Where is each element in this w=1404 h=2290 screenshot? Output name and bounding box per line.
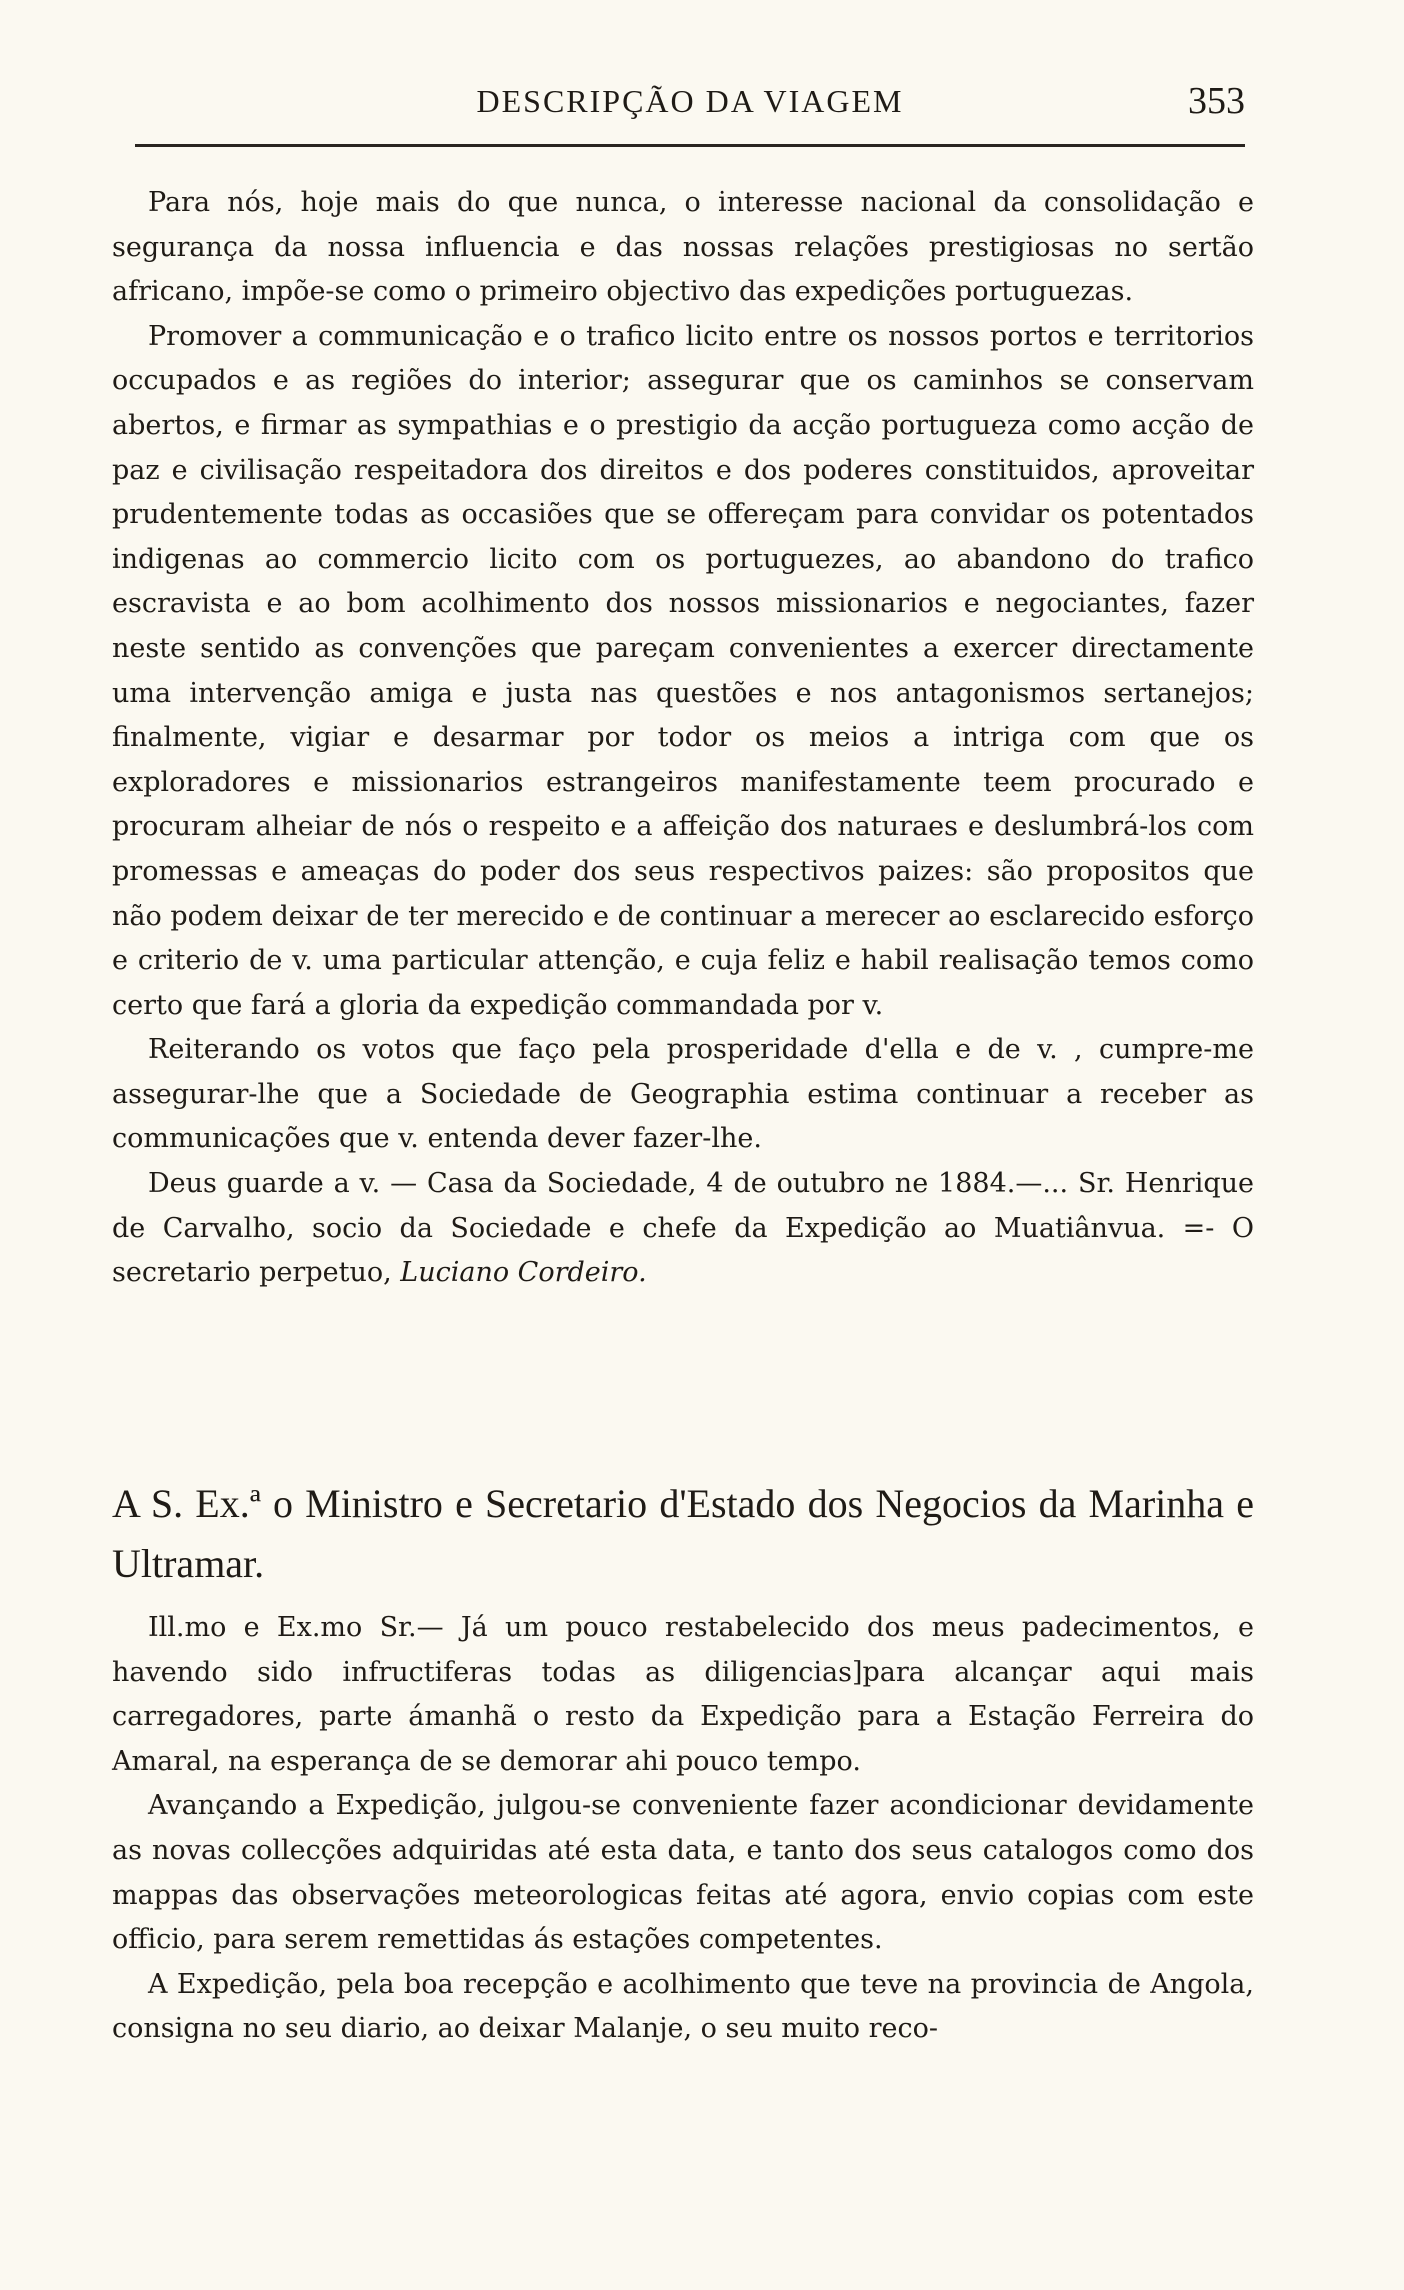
letter-body-2 <box>112 1606 1254 2052</box>
signature-name: Luciano Cordeiro. <box>400 1257 647 1289</box>
page-header <box>135 80 1245 122</box>
running-title: DESCRIPÇÃO DA VIAGEM <box>476 83 904 119</box>
paragraph: Promover a communicação e o trafico licito entre os nossos portos e territorios occupados e as regiões do interior; assegurar que os caminhos se conservam abertos, e firmar as sympathias e o prestigio da acção portugueza como acção de paz e civilisação respeitadora dos direitos e dos poderes constituidos, aproveitar prudentemente todas as occasiões que se offereçam para convidar os potentados indigenas ao commercio licito com os portuguezes, ao abandono do trafico escravista e ao bom acolhimento dos nossos missionarios e negociantes, fazer neste sentido as convenções que pareçam convenientes a exercer directamente uma intervenção amiga e justa nas questões e nos antagonismos sertanejos; finalmente, vigiar e desarmar por todor os meios a intriga com que os exploradores e missionarios estrangeiros manifestamente teem procurado e procuram alheiar de nós o respeito e a affeição dos naturaes e deslumbrá-los com promessas e ameaças do poder dos seus respectivos paizes: são propositos que não podem deixar de ter merecido e de continuar a merecer ao esclarecido esforço e criterio de v. uma particular attenção, e cuja feliz e habil realisação temos como certo que fará a gloria da expedição commandada por v. <box>112 320 1254 1021</box>
closing-paragraph <box>112 1162 1254 1296</box>
header-rule <box>135 144 1245 147</box>
letter-body-1 <box>112 181 1254 1296</box>
paragraph: Reiterando os votos que faço pela prosperidade d'ella e de v. , cumpre-me assegurar-lhe que a Sociedade de Geographia estima continuar a receber as communicações que v. entenda dever fazer-lhe. <box>112 1034 1254 1155</box>
paragraph: A Expedição, pela boa recepção e acolhimento que teve na provincia de Angola, consigna no seu diario, ao deixar Malanje, o seu muito reco- <box>112 1968 1254 2045</box>
paragraph: Ill.mo e Ex.mo Sr.— Já um pouco restabelecido dos meus padecimentos, e havendo sido infructiferas todas as diligencias]para alcançar aqui mais carregadores, parte ámanhã o resto da Expedição para a Estação Ferreira do Amaral, na esperança de se demorar ahi pouco tempo. <box>112 1612 1254 1777</box>
page-number: 353 <box>1188 80 1245 122</box>
paragraph: Avançando a Expedição, julgou-se conveniente fazer acondicionar devidamente as novas collecções adquiridas até esta data, e tanto dos seus catalogos como dos mappas das observações meteorologicas feitas até agora, envio copias com este officio, para serem remettidas ás estações competentes. <box>112 1790 1254 1956</box>
paragraph: Para nós, hoje mais do que nunca, o interesse nacional da consolidação e segurança da nossa influencia e das nossas relações prestigiosas no sertão africano, impõe-se como o primeiro objectivo das expedições portuguezas. <box>112 187 1254 308</box>
closing-text: Deus guarde a v. — Casa da Sociedade, 4 de outubro ne 1884.—... Sr. Henrique de Carvalho, socio da Sociedade e chefe da Expedição ao Muatiânvua. =- O secretario perpetuo, <box>112 1168 1254 1289</box>
section-heading: A S. Ex.ª o Ministro e Secretario d'Estado dos Negocios da Marinha e Ultramar. <box>112 1481 1254 1586</box>
